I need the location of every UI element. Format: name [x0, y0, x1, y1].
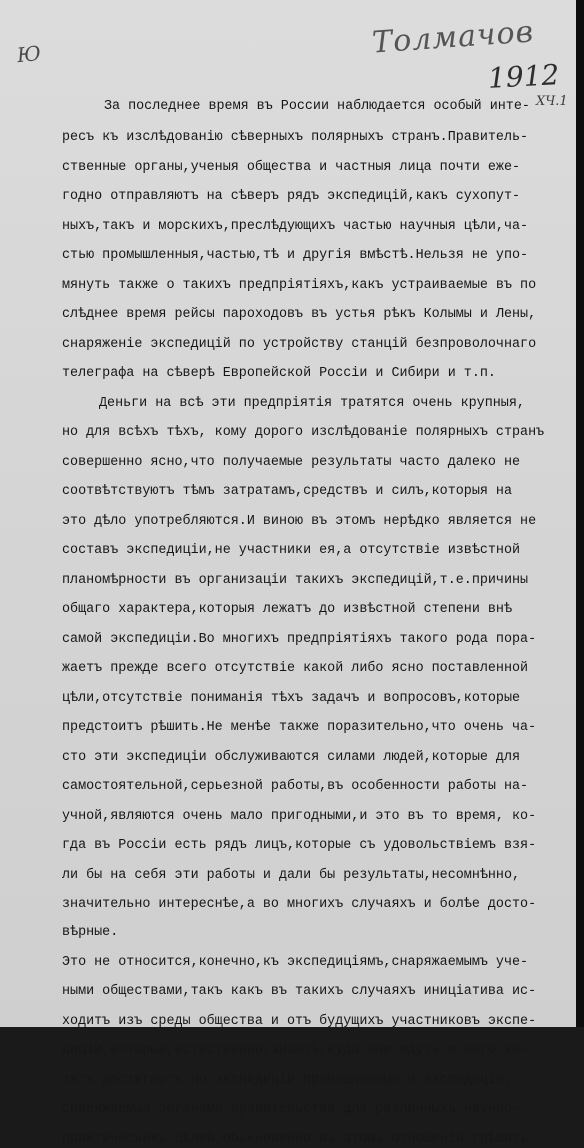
- body-text-line: самостоятельной,серьезной работы,въ особенности работы на-: [62, 779, 529, 794]
- body-text-line: снаряжаемыя органами правительства для различныхъ научно-: [62, 1102, 521, 1117]
- body-text-line: планомѣрности въ организаціи такихъ экспедицій,т.е.причины: [62, 573, 529, 588]
- body-text-line: снаряженіе экспедицій по устройству станцій безпроволочнаго: [62, 337, 537, 352]
- body-text-line: ресъ къ изслѣдованію сѣверныхъ полярныхъ странъ.Правитель-: [62, 130, 529, 145]
- body-text-line: это дѣло употребляются.И виною въ этомъ нерѣдко является не: [62, 514, 537, 529]
- body-text-line: ными обществами,такъ какъ въ такихъ случаяхъ иниціатива ис-: [62, 984, 537, 999]
- handwritten-reference: XЧ.1: [536, 94, 568, 109]
- body-text-line: диціи,которые,естественно,знаютъ,куда они идутъ и чего хо-: [62, 1043, 529, 1058]
- body-text-line: телеграфа на сѣверѣ Европейской Россіи и Сибири и т.п.: [62, 366, 496, 381]
- body-text-line: самой экспедиціи.Во многихъ предпріятіяхъ такого рода пора-: [62, 632, 537, 647]
- body-text-line: предстоитъ рѣшить.Не менѣе также поразительно,что очень ча-: [62, 720, 537, 735]
- body-text-line: За последнее время въ России наблюдается особый инте-: [104, 99, 530, 114]
- body-text-line: Деньги на всѣ эти предпріятія тратятся очень крупныя,: [99, 396, 525, 411]
- body-text-line: тятъ достигнуть.Но экспедиціи промышленныя и экспедиціи,: [62, 1073, 512, 1088]
- body-text-line: цѣли,отсутствіе пониманія тѣхъ задачъ и вопросовъ,которые: [62, 691, 521, 706]
- handwritten-name: Толмачов: [370, 14, 536, 61]
- body-text-line: практическихъ цѣлей,обыкновенно въ этомъ отношеніи грѣшатъ: [62, 1132, 529, 1147]
- body-text-line: значительно интереснѣе,а во многихъ случаяхъ и болѣе досто-: [62, 897, 537, 912]
- body-text-line: сто эти экспедиціи обслуживаются силами людей,которые для: [62, 750, 521, 765]
- body-text-line: стью промышленныя,частью,тѣ и другія вмѣстѣ.Нельзя не упо-: [62, 248, 529, 263]
- body-text-line: слѣднее время рейсы пароходовъ въ устья рѣкъ Колымы и Лены,: [62, 307, 537, 322]
- body-text-line: Это не относится,конечно,къ экспедиціямъ,снаряжаемымъ уче-: [62, 955, 529, 970]
- body-text-line: ныхъ,такъ и морскихъ,преслѣдующихъ частью научныя цѣли,ча-: [62, 219, 529, 234]
- body-text-line: ли бы на себя эти работы и дали бы результаты,несомнѣнно,: [62, 868, 521, 883]
- body-text-line: ственные органы,ученыя общества и частныя лица почти еже-: [62, 160, 521, 175]
- body-text-line: но для всѣхъ тѣхъ, кому дорого изслѣдованіе полярныхъ странъ: [62, 425, 545, 440]
- scan-edge-shadow: [576, 0, 584, 1027]
- body-text-line: совершенно ясно,что получаемые результаты часто далеко не: [62, 455, 521, 470]
- body-text-line: мянуть также о такихъ предпріятіяхъ,какъ устраиваемые въ по: [62, 278, 537, 293]
- body-text-line: годно отправляютъ на сѣверъ рядъ экспедицій,какъ сухопут-: [62, 189, 521, 204]
- body-text-line: составъ экспедиціи,не участники ея,а отсутствіе извѣстной: [62, 543, 521, 558]
- body-text-line: ходитъ изъ среды общества и отъ будущихъ участниковъ экспе-: [62, 1014, 537, 1029]
- body-text-line: жаетъ прежде всего отсутствіе какой либо ясно поставленной: [62, 661, 529, 676]
- body-text-line: учной,являются очень мало пригодными,и это въ то время, ко-: [62, 809, 537, 824]
- body-text-line: гда въ Россіи есть рядъ лицъ,которые съ удовольствіемъ взя-: [62, 838, 537, 853]
- body-text-line: соотвѣтствуютъ тѣмъ затратамъ,средствъ и силъ,которыя на: [62, 484, 512, 499]
- body-text-line: общаго характера,которыя лежатъ до извѣстной степени внѣ: [62, 602, 512, 617]
- handwritten-marker: Ю: [15, 40, 43, 68]
- body-text-line: вѣрные.: [62, 925, 119, 940]
- handwritten-year: 1912: [487, 58, 561, 95]
